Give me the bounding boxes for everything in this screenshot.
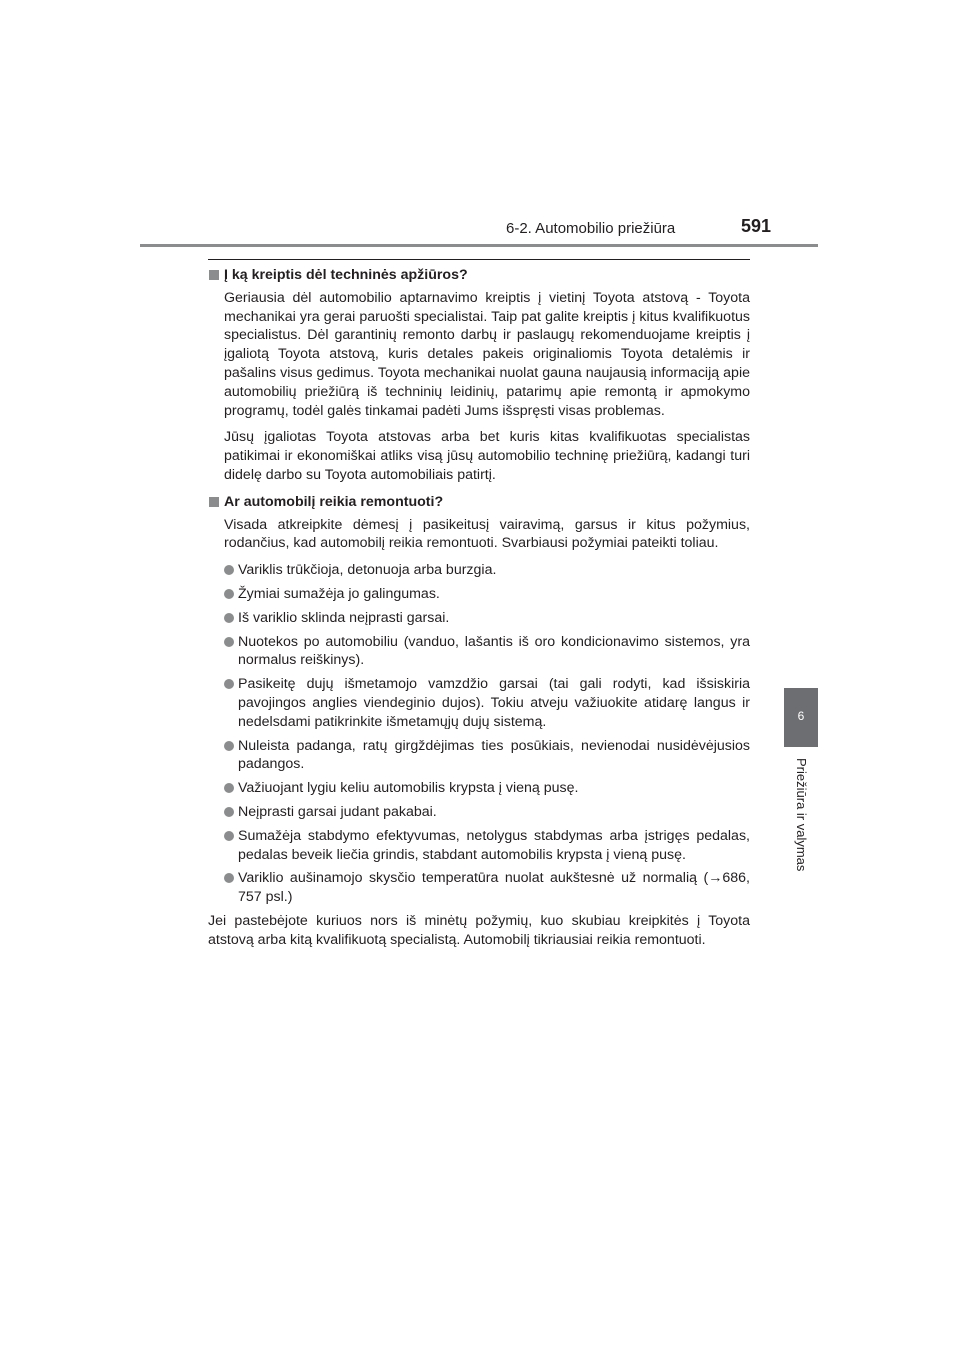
list-item [224, 585, 750, 604]
page-content [208, 266, 750, 954]
paragraph: Jei pastebėjote kuriuos nors iš minėtų požymių, kuo skubiau kreipkitės į Toyota atstovą arba kitą kvalifikuotą specialistą. Automobilį tikriausiai reikia remontuoti. [208, 912, 750, 948]
page-number: 591 [741, 216, 772, 236]
header-divider [140, 244, 818, 247]
list-item [224, 675, 750, 731]
list-item-text: Žymiai sumažėja jo galingumas. [238, 585, 440, 602]
list-item [224, 633, 750, 671]
section-top-rule [208, 259, 750, 260]
circle-bullet-icon [224, 565, 234, 575]
list-item-text: Nuleista padanga, ratų girgždėjimas ties posūkiais, nevienodai nusidėvėjusios padangos. [238, 737, 750, 773]
circle-bullet-icon [224, 637, 234, 647]
paragraph: Visada atkreipkite dėmesį į pasikeitusį vairavimą, garsus ir kitus požymius, rodančius, kad automobilį reikia remontuoti. Svarbiausi požymiai pateikti toliau. [224, 516, 750, 552]
list-item-text: Variklis trūkčioja, detonuoja arba burzgia. [238, 562, 497, 579]
list-item [224, 869, 750, 907]
square-bullet-icon [209, 270, 219, 280]
section-heading-text: Į ką kreiptis dėl techninės apžiūros? [224, 267, 468, 283]
circle-bullet-icon [224, 589, 234, 599]
square-bullet-icon [209, 497, 219, 507]
chapter-tab-label: Priežiūra ir valymas [794, 758, 809, 872]
list-item [224, 609, 750, 628]
circle-bullet-icon [224, 783, 234, 793]
circle-bullet-icon [224, 807, 234, 817]
list-item-text: Variklio aušinamojo skysčio temperatūra nuolat aukštesnė už normalią (→686, 757 psl.) [238, 870, 750, 906]
paragraph: Geriausia dėl automobilio aptarnavimo kreiptis į vietinį Toyota atstovą - Toyota mechanikai yra gerai paruošti specialistai. Taip pat galite kreiptis į kitus kvalifikuotus specialistus. Dėl garantinių remonto darbų ir paslaugų rekomenduojame kreiptis į įgaliotą Toyota atstovą, kuris detales pakeis originaliomis Toyota detalėmis ir pašalins visus gedimus. Toyota mechanikai nuolat gauna naujausią informaciją apie automobilių priežiūrą iš techninių leidinių, patarimų apie remontą ir apmokymo programų, todėl galės tinkamai padėti Jums išspręsti visas problemas. [224, 289, 750, 419]
list-item [224, 827, 750, 865]
circle-bullet-icon [224, 831, 234, 841]
paragraph: Jūsų įgaliotas Toyota atstovas arba bet kuris kitas kvalifikuotas specialistas patikimai ir ekonomiškai atliks visą jūsų automobilio techninę priežiūrą, kadangi turi didelę darbo su Toyota automobiliais patirtį. [224, 429, 750, 483]
list-item-text: Iš variklio sklinda neįprasti garsai. [238, 609, 450, 626]
circle-bullet-icon [224, 741, 234, 751]
circle-bullet-icon [224, 679, 234, 689]
list-item [224, 803, 750, 822]
list-item-text: Pasikeitę dujų išmetamojo vamzdžio garsai (tai gali rodyti, kad išsiskiria pavojingos anglies viendeginio dujos). Tokiu atveju važiuokite atidarę langus ir nedelsdami patikrinkite išmetamųjų dujų sistemą. [238, 676, 750, 730]
list-item-text: Sumažėja stabdymo efektyvumas, netolygus stabdymas arba įstrigęs pedalas, pedalas beveik liečia grindis, stabdant automobilis krypsta į vieną pusę. [238, 827, 750, 863]
list-item-text: Nuotekos po automobiliu (vanduo, lašantis iš oro kondicionavimo sistemos, yra normalus reiškinys). [238, 633, 750, 669]
chapter-tab-number: 6 [797, 709, 805, 723]
list-item-text: Neįprasti garsai judant pakabai. [238, 803, 437, 820]
section-heading [208, 493, 750, 512]
section-heading [208, 266, 750, 285]
list-item-text: Važiuojant lygiu keliu automobilis krypsta į vieną pusę. [238, 780, 579, 797]
chapter-tab[interactable] [784, 688, 818, 747]
list-item [224, 737, 750, 775]
page-header-section: 6-2. Automobilio priežiūra [506, 220, 676, 237]
circle-bullet-icon [224, 613, 234, 623]
circle-bullet-icon [224, 873, 234, 883]
section-heading-text: Ar automobilį reikia remontuoti? [224, 493, 444, 510]
list-item [224, 779, 750, 798]
list-item [224, 561, 750, 580]
